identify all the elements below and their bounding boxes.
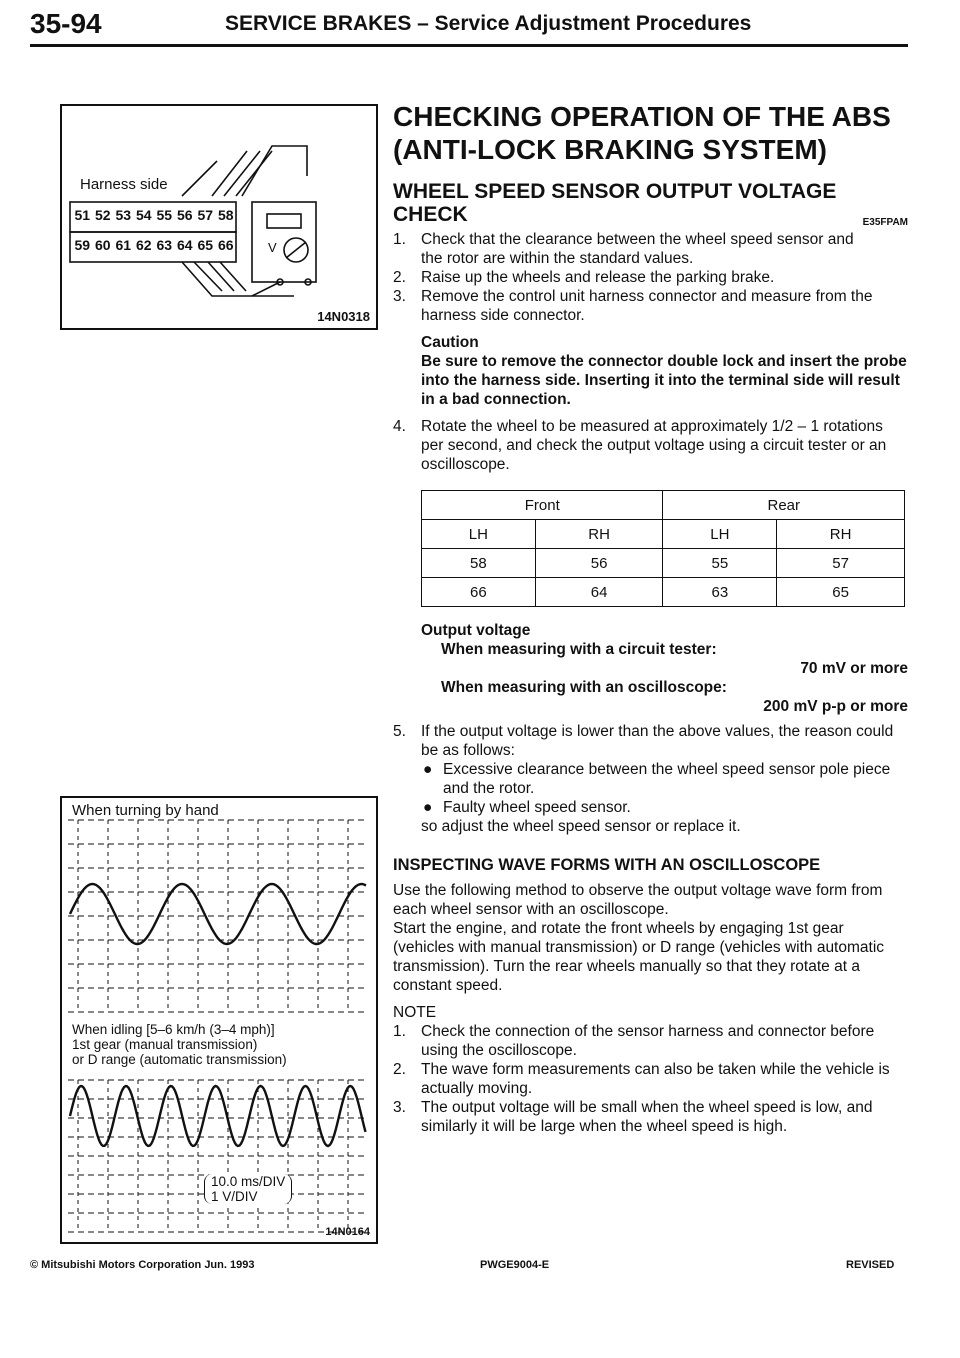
harness-side-label: Harness side xyxy=(80,176,168,193)
scale-volt-per-div: 1 V/DIV xyxy=(211,1189,258,1204)
step-item: 3. Remove the control unit harness connector and measure from the harness side connector. xyxy=(393,288,873,324)
table-group-header: Rear xyxy=(663,491,905,520)
main-content xyxy=(393,100,908,1136)
pin-row-top xyxy=(72,207,236,223)
terminal-table xyxy=(421,490,905,607)
pin-label: 56 xyxy=(176,207,193,223)
table-row xyxy=(422,578,905,607)
table-cell: 56 xyxy=(535,549,663,578)
table-cell: 57 xyxy=(777,549,905,578)
pin-label: 62 xyxy=(135,237,152,253)
waveform-figure xyxy=(60,796,378,1244)
page-number: 35-94 xyxy=(30,8,102,39)
pin-label: 52 xyxy=(94,207,111,223)
cause-list xyxy=(393,760,908,836)
steps-list xyxy=(393,230,908,325)
pin-label: 59 xyxy=(74,237,91,253)
figure-id: 14N0318 xyxy=(317,309,370,324)
tester-label: When measuring with a circuit tester: xyxy=(441,641,717,658)
footer-doc-code: PWGE9004-E xyxy=(480,1259,550,1271)
pin-label: 66 xyxy=(217,237,234,253)
procedure-code: E35FPAM xyxy=(862,217,908,228)
inspecting-para1: Use the following method to observe the output voltage wave form from each wheel sensor with an oscilloscope. xyxy=(393,882,883,918)
subsection-title-line1: WHEEL SPEED SENSOR OUTPUT VOLTAGE xyxy=(393,180,837,203)
footer-copyright: © Mitsubishi Motors Corporation Jun. 1993 xyxy=(30,1259,255,1271)
pin-label: 60 xyxy=(94,237,111,253)
pin-label: 53 xyxy=(115,207,132,223)
table-column-header: RH xyxy=(777,520,905,549)
running-title: SERVICE BRAKES – Service Adjustment Procedures xyxy=(225,12,752,35)
step-item: 1. Check that the clearance between the wheel speed sensor and the rotor are within the standard values. xyxy=(393,231,854,267)
table-cell: 58 xyxy=(422,549,536,578)
step-item: 5. If the output voltage is lower than the above values, the reason could be as follows: xyxy=(393,723,894,759)
pin-label: 58 xyxy=(217,207,234,223)
table-group-header: Front xyxy=(422,491,663,520)
waveform-fast xyxy=(70,1086,366,1146)
table-column-header: RH xyxy=(535,520,663,549)
step-4 xyxy=(393,417,908,474)
scope-value: 200 mV p-p or more xyxy=(763,698,908,715)
bullet-icon: ● xyxy=(423,799,433,816)
bullet-icon: ● xyxy=(423,761,433,778)
scale-box xyxy=(204,1174,292,1204)
pin-label: 61 xyxy=(115,237,132,253)
meter-volt-label: V xyxy=(268,240,277,255)
section-title-line1: CHECKING OPERATION OF THE ABS xyxy=(393,101,891,132)
table-cell: 66 xyxy=(422,578,536,607)
header-rule xyxy=(30,44,908,47)
table-cell: 55 xyxy=(663,549,777,578)
pin-label: 55 xyxy=(156,207,173,223)
pin-row-bottom xyxy=(72,237,236,253)
table-column-header: LH xyxy=(663,520,777,549)
figure-id: 14N0164 xyxy=(325,1226,370,1238)
section-title-line2: (ANTI-LOCK BRAKING SYSTEM) xyxy=(393,134,827,165)
subsection-title-line2: CHECK xyxy=(393,203,468,226)
scale-time-per-div: 10.0 ms/DIV xyxy=(211,1174,286,1189)
note-label: NOTE xyxy=(393,1004,437,1021)
scope-label: When measuring with an oscilloscope: xyxy=(441,679,727,696)
pin-label: 51 xyxy=(74,207,91,223)
step-item: 2. Raise up the wheels and release the parking brake. xyxy=(393,269,775,286)
caption-idling-line3: or D range (automatic transmission) xyxy=(72,1052,287,1067)
note-item: 2. The wave form measurements can also be taken while the vehicle is actually moving. xyxy=(393,1061,890,1097)
caution-block xyxy=(393,333,908,409)
step-5 xyxy=(393,722,908,760)
caption-turning-by-hand: When turning by hand xyxy=(72,802,223,819)
caption-idling-line2: 1st gear (manual transmission) xyxy=(72,1037,258,1052)
caution-label: Caution xyxy=(421,334,479,351)
pin-label: 65 xyxy=(197,237,214,253)
table-cell: 65 xyxy=(777,578,905,607)
list-item: ● Faulty wheel speed sensor. xyxy=(423,799,631,816)
caption-idling-line1: When idling [5–6 km/h (3–4 mph)] xyxy=(72,1022,275,1037)
tester-value: 70 mV or more xyxy=(800,660,908,677)
inspecting-para2: Start the engine, and rotate the front wheels by engaging 1st gear (vehicles with manual transmission) or D range (vehicles with automatic transmission). Turn the rear wheels manually so that they rotate at a constant speed. xyxy=(393,920,885,994)
table-row xyxy=(422,549,905,578)
waveform-slow xyxy=(70,884,366,944)
connector-figure xyxy=(60,104,378,330)
cause-conclusion: so adjust the wheel speed sensor or replace it. xyxy=(421,818,741,835)
notes-list xyxy=(393,1022,908,1136)
note-item: 1. Check the connection of the sensor harness and connector before using the oscilloscope. xyxy=(393,1023,875,1059)
step-item: 4. Rotate the wheel to be measured at approximately 1/2 – 1 rotations per second, and check the output voltage using a circuit tester or an oscilloscope. xyxy=(393,418,887,473)
caption-idling xyxy=(72,1022,291,1067)
subsection-title xyxy=(393,180,908,226)
output-voltage-label: Output voltage xyxy=(421,622,531,639)
pin-label: 63 xyxy=(156,237,173,253)
list-item: ● Excessive clearance between the wheel speed sensor pole piece and the rotor. xyxy=(423,761,891,797)
caution-text: Be sure to remove the connector double lock and insert the probe into the harness side. Inserting it into the terminal side will result in a bad connection. xyxy=(421,353,907,408)
pin-label: 57 xyxy=(197,207,214,223)
note-item: 3. The output voltage will be small when the wheel speed is low, and similarly it will be large when the wheel speed is high. xyxy=(393,1099,873,1135)
output-voltage-block xyxy=(393,621,908,716)
table-cell: 64 xyxy=(535,578,663,607)
pin-label: 54 xyxy=(135,207,152,223)
pin-label: 64 xyxy=(176,237,193,253)
table-column-header: LH xyxy=(422,520,536,549)
table-cell: 63 xyxy=(663,578,777,607)
section-title xyxy=(393,100,908,166)
footer-status: REVISED xyxy=(846,1259,895,1271)
inspecting-heading: INSPECTING WAVE FORMS WITH AN OSCILLOSCOPE xyxy=(393,856,821,874)
